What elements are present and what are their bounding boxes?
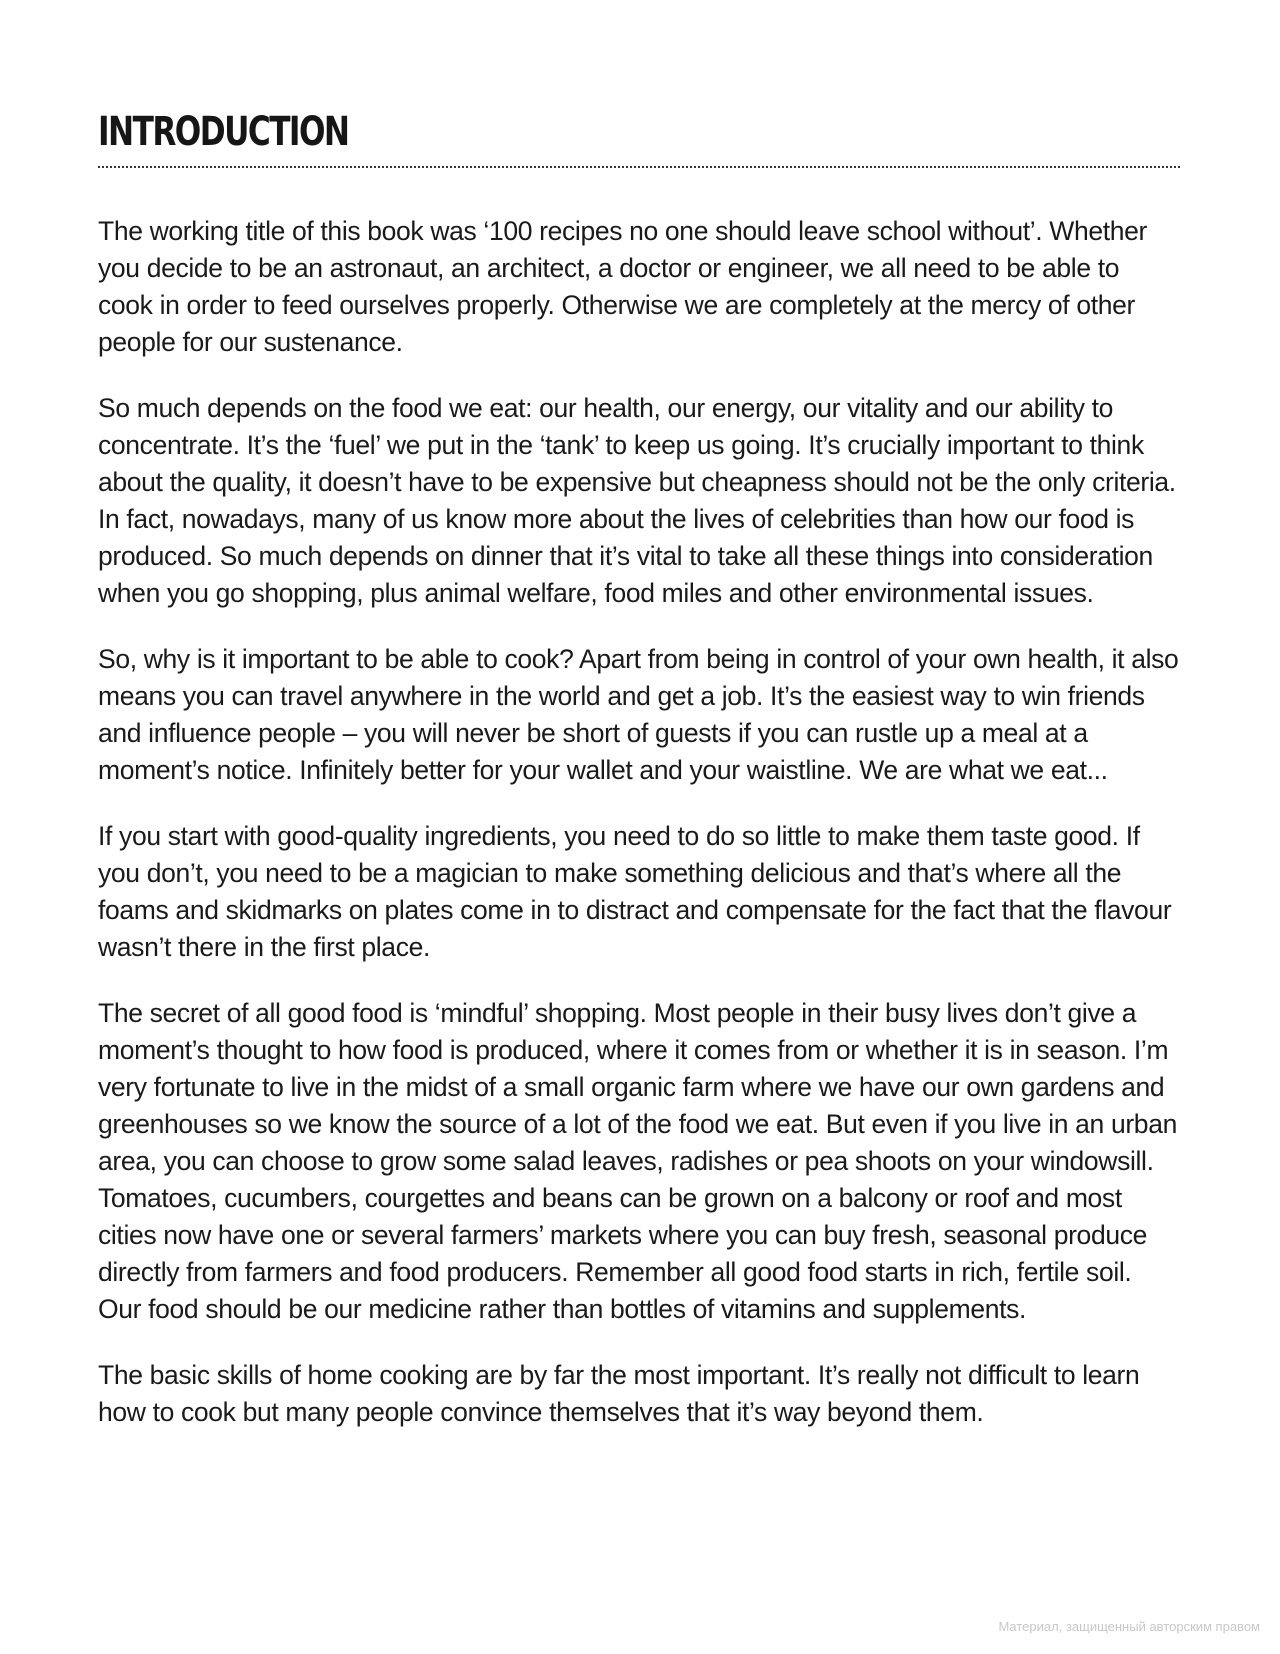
paragraph: The secret of all good food is ‘mindful’ shopping. Most people in their busy lives don’t give a moment’s thought to how food is produced, where it comes from or whether it is in season. I’m very fortunate to live in the midst of a small organic farm where we have our own gardens and greenhouses so we know the source of a lot of the food we eat. But even if you live in an urban area, you can choose to grow some salad leaves, radishes or pea shoots on your windowsill. Tomatoes, cucumbers, courgettes and beans can be grown on a balcony or roof and most cities now have one or several farmers’ markets where you can buy fresh, seasonal produce directly from farmers and food producers. Remember all good food starts in rich, fertile soil. Our food should be our medicine rather than bottles of vitamins and supplements. [98, 998, 1177, 1324]
body-text [98, 213, 1180, 1460]
paragraph: The working title of this book was ‘100 recipes no one should leave school without’. Whether you decide to be an astronaut, an architect, a doctor or engineer, we all need to be able to cook in order to feed ourselves properly. Otherwise we are completely at the mercy of other people for our sustenance. [98, 216, 1148, 357]
page-title: INTRODUCTION [98, 109, 349, 155]
paragraph: The basic skills of home cooking are by far the most important. It’s really not difficult to learn how to cook but many people convince themselves that it’s way beyond them. [98, 1360, 1140, 1427]
paragraph: So much depends on the food we eat: our health, our energy, our vitality and our ability to concentrate. It’s the ‘fuel’ we put in the ‘tank’ to keep us going. It’s crucially important to think about the quality, it doesn’t have to be expensive but cheapness should not be the only criteria. In fact, nowadays, many of us know more about the lives of celebrities than how our food is produced. So much depends on dinner that it’s vital to take all these things into consideration when you go shopping, plus animal welfare, food miles and other environmental issues. [98, 393, 1176, 608]
paragraph: So, why is it important to be able to cook? Apart from being in control of your own health, it also means you can travel anywhere in the world and get a job. It’s the easiest way to win friends and influence people – you will never be short of guests if you can rustle up a meal at a moment’s notice. Infinitely better for your wallet and your waistline. We are what we eat... [98, 644, 1179, 785]
dotted-divider [98, 166, 1180, 168]
copyright-watermark: Материал, защищенный авторским правом [998, 1619, 1260, 1634]
paragraph: If you start with good-quality ingredients, you need to do so little to make them taste good. If you don’t, you need to be a magician to make something delicious and that’s where all the foams and skidmarks on plates come in to distract and compensate for the fact that the flavour wasn’t there in the first place. [98, 821, 1172, 962]
